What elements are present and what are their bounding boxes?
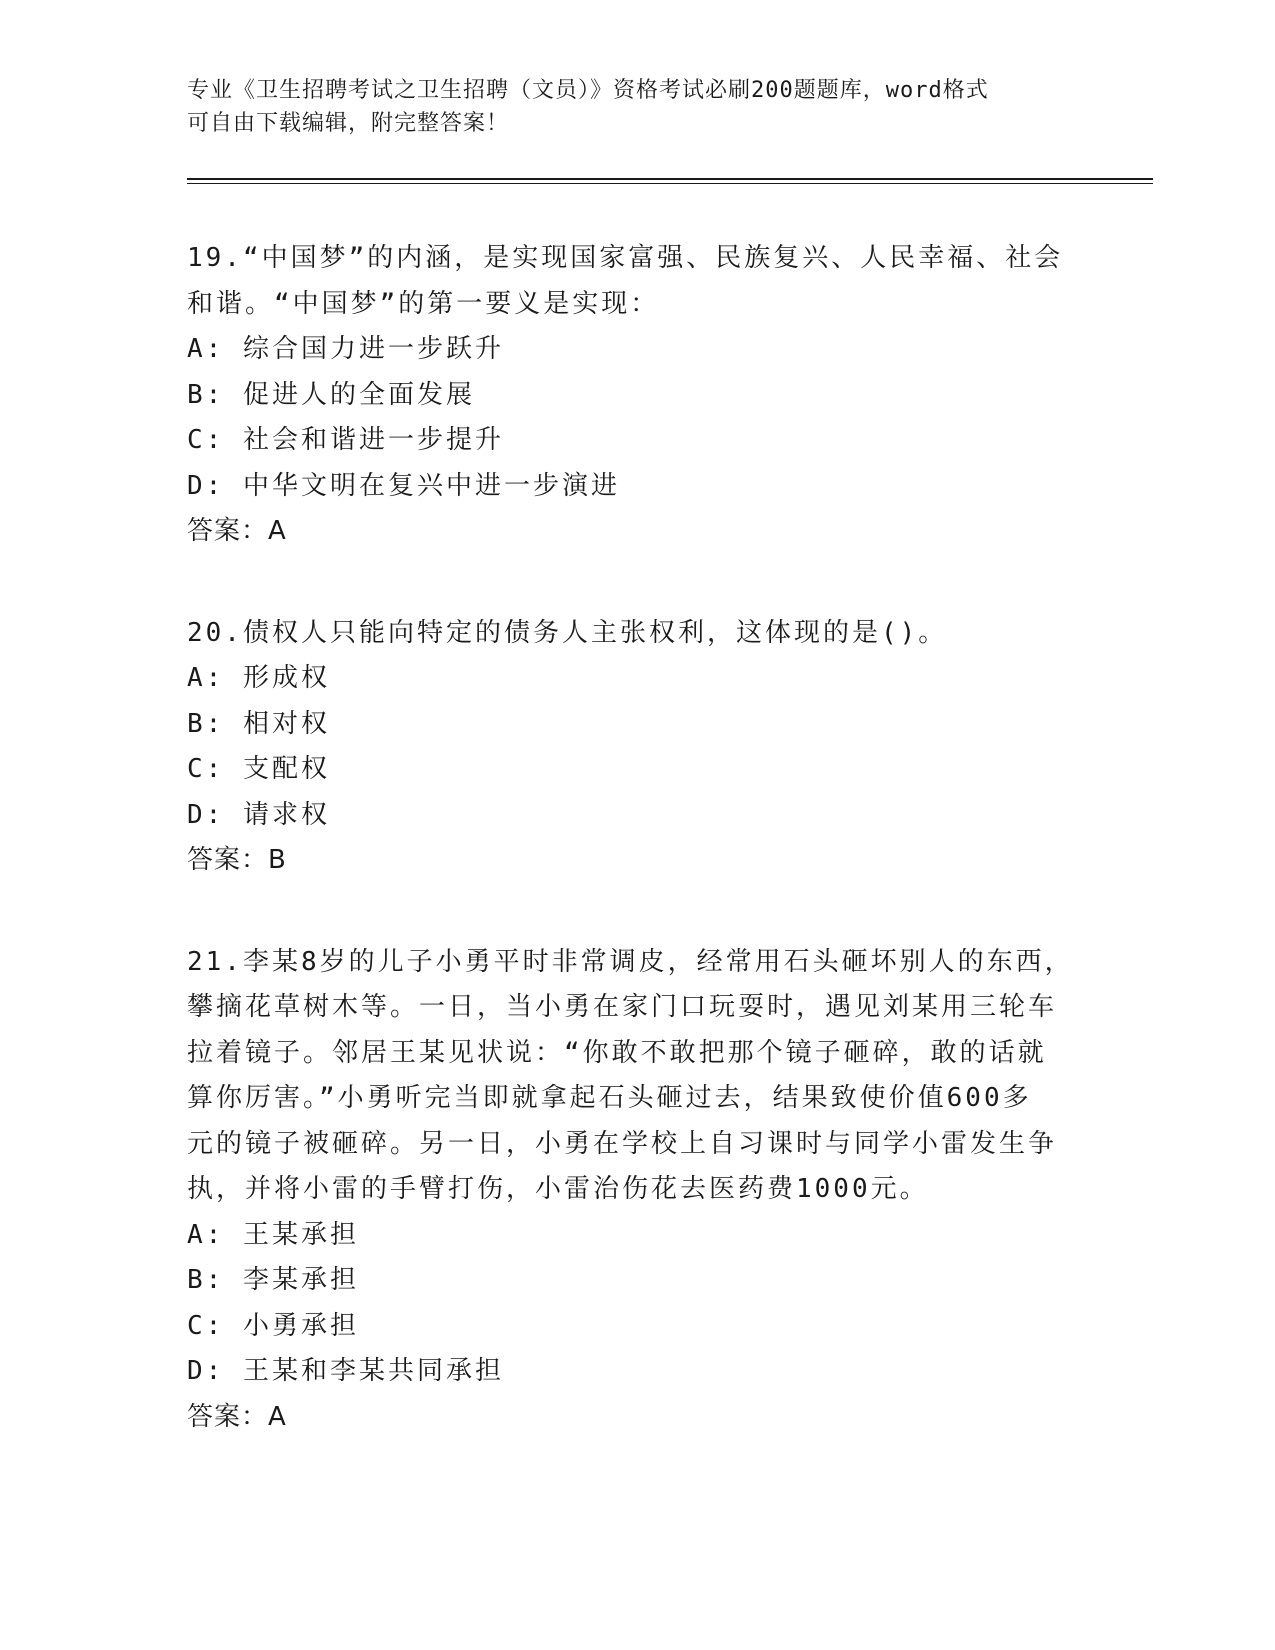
header-title-line-1: 专业《卫生招聘考试之卫生招聘（文员）》资格考试必刷200题题库，word格式 bbox=[187, 78, 989, 103]
option-d: D: 王某和李某共同承担 bbox=[187, 1356, 504, 1386]
header-divider-thick bbox=[187, 178, 1153, 180]
option-c: C: 社会和谐进一步提升 bbox=[187, 425, 504, 455]
question-stem-line: 21.李某8岁的儿子小勇平时非常调皮，经常用石头砸坏别人的东西， bbox=[187, 946, 1074, 977]
question-stem-line: 19.“中国梦”的内涵，是实现国家富强、民族复兴、人民幸福、社会 bbox=[187, 243, 1064, 273]
header-title-line-2: 可自由下载编辑，附完整答案！ bbox=[187, 111, 510, 136]
option-b: B: 李某承担 bbox=[187, 1265, 359, 1295]
answer-line: 答案：A bbox=[187, 1401, 287, 1432]
option-b: B: 促进人的全面发展 bbox=[187, 379, 475, 410]
document-header bbox=[187, 74, 1067, 140]
question-stem-line: 和谐。“中国梦”的第一要义是实现： bbox=[187, 288, 660, 319]
answer-line: 答案：A bbox=[187, 516, 287, 546]
option-c: C: 支配权 bbox=[187, 754, 330, 784]
option-c: C: 小勇承担 bbox=[187, 1310, 359, 1341]
option-a: A: 综合国力进一步跃升 bbox=[187, 334, 504, 364]
option-a: A: 王某承担 bbox=[187, 1219, 359, 1250]
question-stem-line: 元的镜子被砸碎。另一日，小勇在学校上自习课时与同学小雷发生争 bbox=[187, 1128, 1058, 1159]
option-b: B: 相对权 bbox=[187, 708, 330, 739]
question-list bbox=[187, 236, 1087, 1496]
question-stem-line: 执，并将小雷的手臂打伤，小雷治伤花去医药费1000元。 bbox=[187, 1174, 929, 1204]
option-a: A: 形成权 bbox=[187, 663, 330, 693]
question-19 bbox=[187, 236, 1087, 555]
option-d: D: 中华文明在复兴中进一步演进 bbox=[187, 470, 620, 501]
question-stem-line: 攀摘花草树木等。一日，当小勇在家门口玩耍时，遇见刘某用三轮车 bbox=[187, 992, 1058, 1022]
header-divider-thin bbox=[187, 183, 1153, 184]
question-stem-line: 算你厉害。”小勇听完当即就拿起石头砸过去，结果致使价值600多 bbox=[187, 1083, 1032, 1113]
question-21 bbox=[187, 940, 1087, 1441]
question-stem-line: 20.债权人只能向特定的债务人主张权利，这体现的是()。 bbox=[187, 617, 948, 648]
answer-line: 答案：B bbox=[187, 845, 287, 875]
question-stem-line: 拉着镜子。邻居王某见状说：“你敢不敢把那个镜子砸碎，敢的话就 bbox=[187, 1037, 1047, 1068]
option-d: D: 请求权 bbox=[187, 799, 330, 830]
question-20 bbox=[187, 611, 1087, 884]
